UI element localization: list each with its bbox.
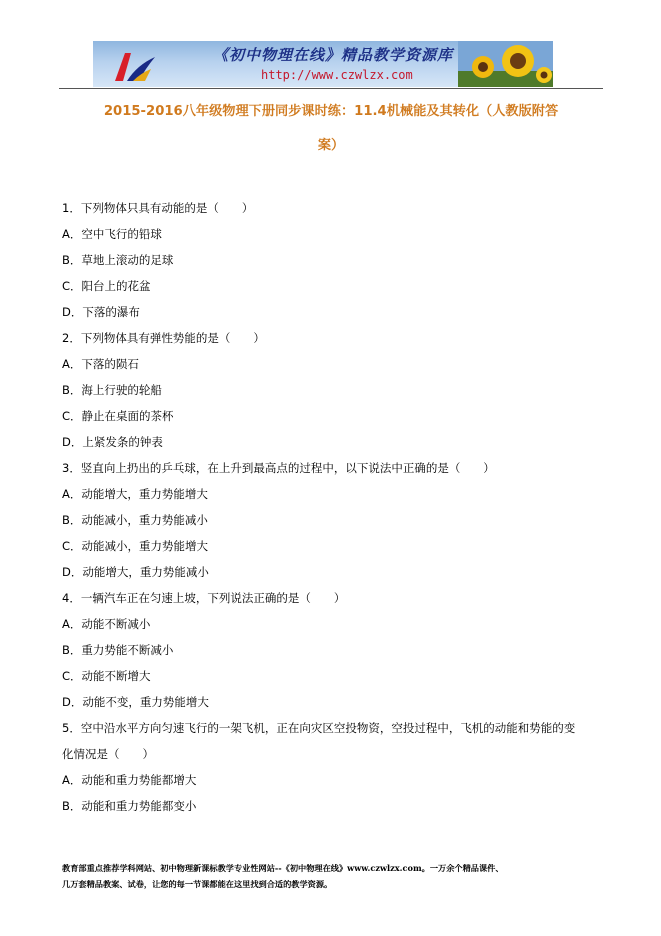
header-divider (59, 88, 603, 89)
title-line-2: 案） (317, 138, 345, 153)
page-footer (62, 860, 607, 892)
header-banner (93, 41, 553, 87)
option: A．动能和重力势能都增大 (62, 773, 197, 787)
footer-line-1: 教育部重点推荐学科网站、初中物理新课标教学专业性网站--《初中物理在线》www.czwlzx.com。一万余个精品课件、 (62, 863, 504, 873)
option: C．动能减小，重力势能增大 (62, 539, 209, 553)
site-logo-icon (111, 47, 159, 83)
option: A．空中飞行的铅球 (62, 227, 162, 241)
banner-url: http://www.czwlzx.com (261, 68, 413, 82)
option: D．动能不变，重力势能增大 (62, 695, 209, 709)
option: B．动能和重力势能都变小 (62, 799, 197, 813)
option: B．重力势能不断减小 (62, 643, 174, 657)
option: A．动能增大，重力势能增大 (62, 487, 208, 501)
banner-title: 《初中物理在线》精品教学资源库 (213, 46, 454, 64)
footer-line-2: 几万套精品教案、试卷，让您的每一节课都能在这里找到合适的教学资源。 (62, 879, 333, 889)
option: A．动能不断减小 (62, 617, 151, 631)
option: C．动能不断增大 (62, 669, 151, 683)
question-stem: 4．一辆汽车正在匀速上坡，下列说法正确的是（ ） (62, 591, 346, 605)
sunflower-image (458, 41, 553, 87)
question-stem: 2．下列物体具有弹性势能的是（ ） (62, 331, 265, 345)
option: B．动能减小，重力势能减小 (62, 513, 208, 527)
question-stem-continued: 化情况是（ ） (62, 747, 154, 761)
question-stem: 3．竖直向上扔出的乒乓球，在上升到最高点的过程中，以下说法中正确的是（ ） (62, 461, 495, 475)
question-stem: 5．空中沿水平方向匀速飞行的一架飞机，正在向灾区空投物资，空投过程中，飞机的动能和势能的变 (62, 721, 576, 735)
option: D．动能增大，重力势能减小 (62, 565, 209, 579)
option: D．上紧发条的钟表 (62, 435, 163, 449)
option: C．静止在桌面的茶杯 (62, 409, 174, 423)
option: C．阳台上的花盆 (62, 279, 151, 293)
option: B．草地上滚动的足球 (62, 253, 174, 267)
question-stem: 1．下列物体只具有动能的是（ ） (62, 201, 254, 215)
title-line-1: 2015-2016八年级物理下册同步课时练：11.4机械能及其转化（人教版附答 (103, 104, 559, 119)
question-list (62, 195, 602, 819)
option: A．下落的陨石 (62, 357, 139, 371)
document-title (62, 95, 600, 163)
option: D．下落的瀑布 (62, 305, 140, 319)
option: B．海上行驶的轮船 (62, 383, 162, 397)
